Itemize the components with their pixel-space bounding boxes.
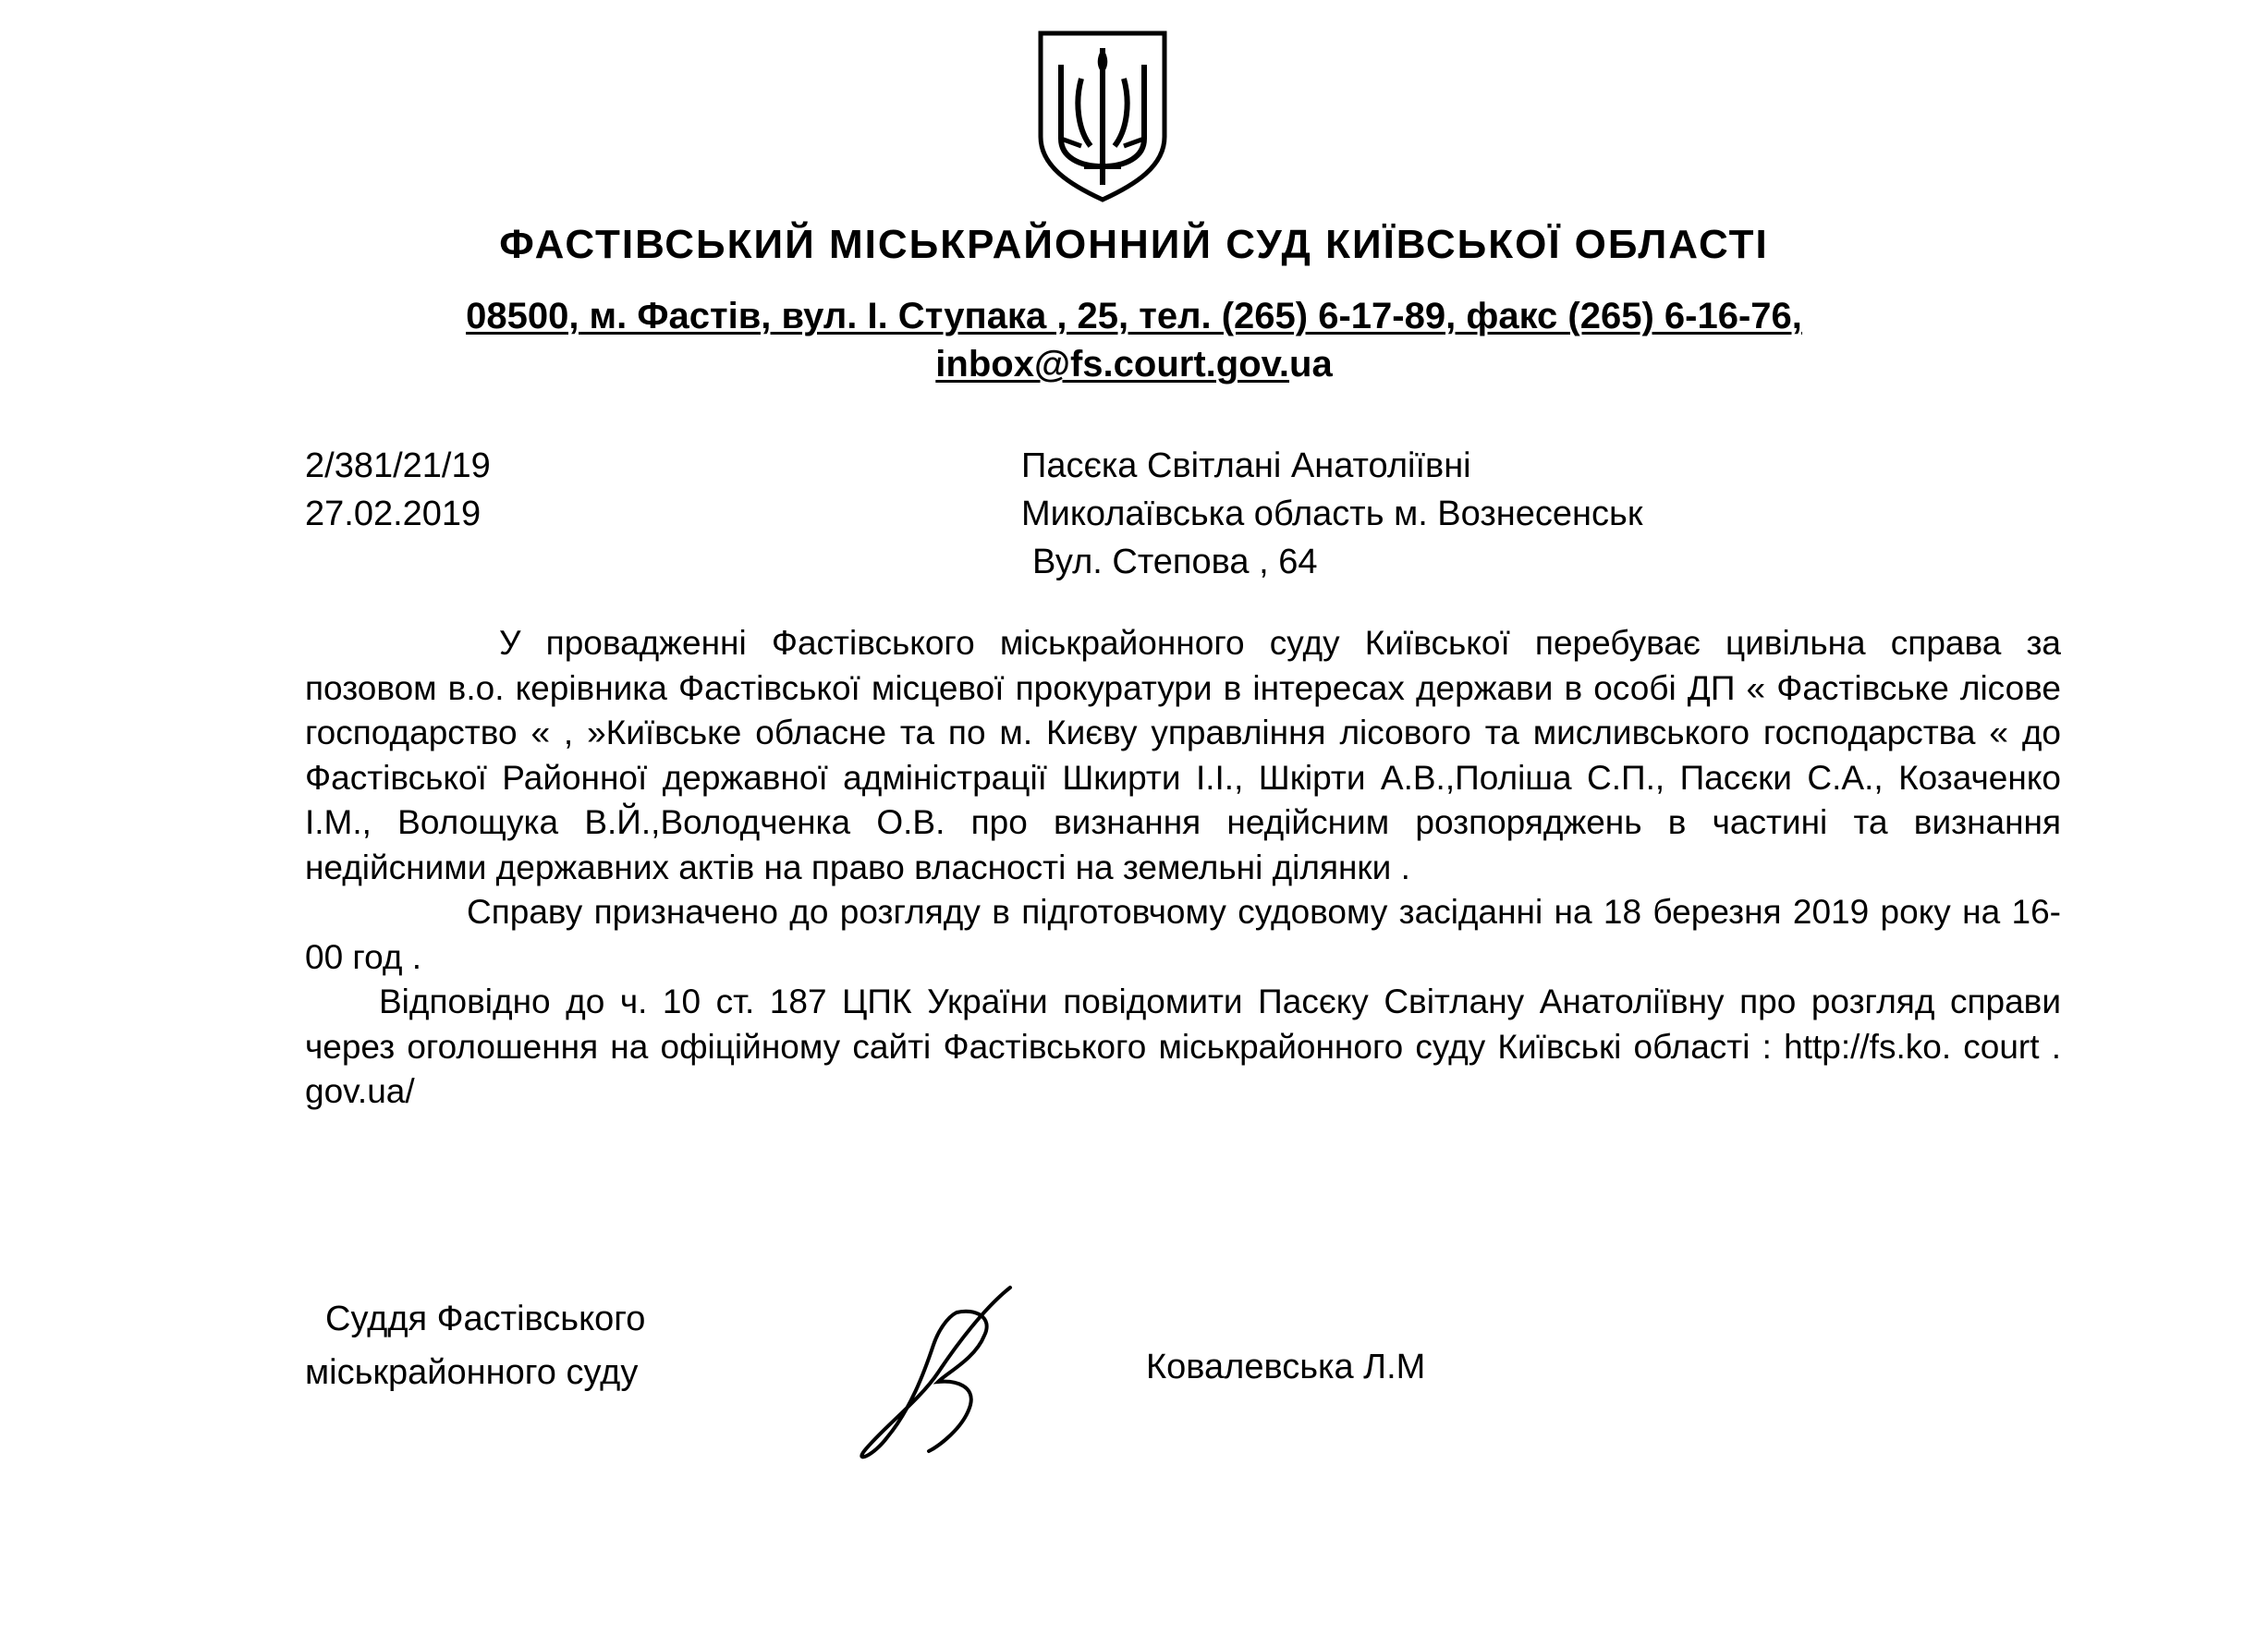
recipient-name: Пасєка Світлані Анатоліївні xyxy=(1021,446,1471,485)
body-paragraph-2: Справу призначено до розгляду в підготовчому судовому засіданні на 18 березня 2019 року на 16-00 год . xyxy=(305,893,2061,976)
judge-title-line-2: міськрайонного суду xyxy=(305,1353,639,1392)
judge-title xyxy=(305,1292,645,1399)
body-paragraph-3: Відповідно до ч. 10 ст. 187 ЦПК України повідомити Пасєку Світлану Анатоліївну про розгляд справи через оголошення на офіційному сайті Фастівського міськрайонного суду Київські області : http://fs.ko. court . gov.ua/ xyxy=(305,983,2061,1110)
court-address-text: 08500, м. Фастів, вул. І. Ступака , 25, тел. (265) 6-17-89, факс (265) 6-16-76, xyxy=(466,296,1802,336)
court-email-link[interactable]: inbox@fs.court.gov. xyxy=(935,344,1290,385)
case-meta xyxy=(305,442,491,538)
court-name: ФАСТІВСЬКИЙ МІСЬКРАЙОННИЙ СУД КИЇВСЬКОЇ ОБЛАСТІ xyxy=(499,222,1769,267)
letter-date: 27.02.2019 xyxy=(305,494,482,533)
recipient-region: Миколаївська область м. Вознесенськ xyxy=(1021,494,1643,533)
handwritten-signature-icon xyxy=(846,1280,1030,1465)
court-address xyxy=(0,296,2268,337)
court-email-tail: ua xyxy=(1289,344,1333,385)
court-email[interactable] xyxy=(0,344,2268,385)
recipient-block xyxy=(1021,442,1642,586)
letter-body xyxy=(305,621,2061,1115)
judge-title-line-1: Суддя Фастівського xyxy=(325,1300,646,1338)
case-number: 2/381/21/19 xyxy=(305,446,491,485)
coat-of-arms-icon xyxy=(1033,28,1172,203)
judge-name: Ковалевська Л.М xyxy=(1146,1348,1426,1386)
recipient-street: Вул. Степова , 64 xyxy=(1032,543,1318,581)
body-paragraph-1: У провадженні Фастівського міськрайонного суду Київської перебуває цивільна справа за позовом в.о. керівника Фастівської місцевої прокуратури в інтересах держави в особі ДП « Фастівське лісове господарство « , »Київське обласне та по м. Києву управління лісового та мисливського господарства « до Фастівської Районної державної адміністрації Шкирти І.І., Шкірти А.В.,Поліша С.П., Пасєки С.А., Козаченко І.М., Волощука В.Й.,Володченка О.В. про визнання недійсним розпоряджень в частині та визнання недійсними державних актів на право власності на земельні ділянки . xyxy=(305,624,2061,886)
